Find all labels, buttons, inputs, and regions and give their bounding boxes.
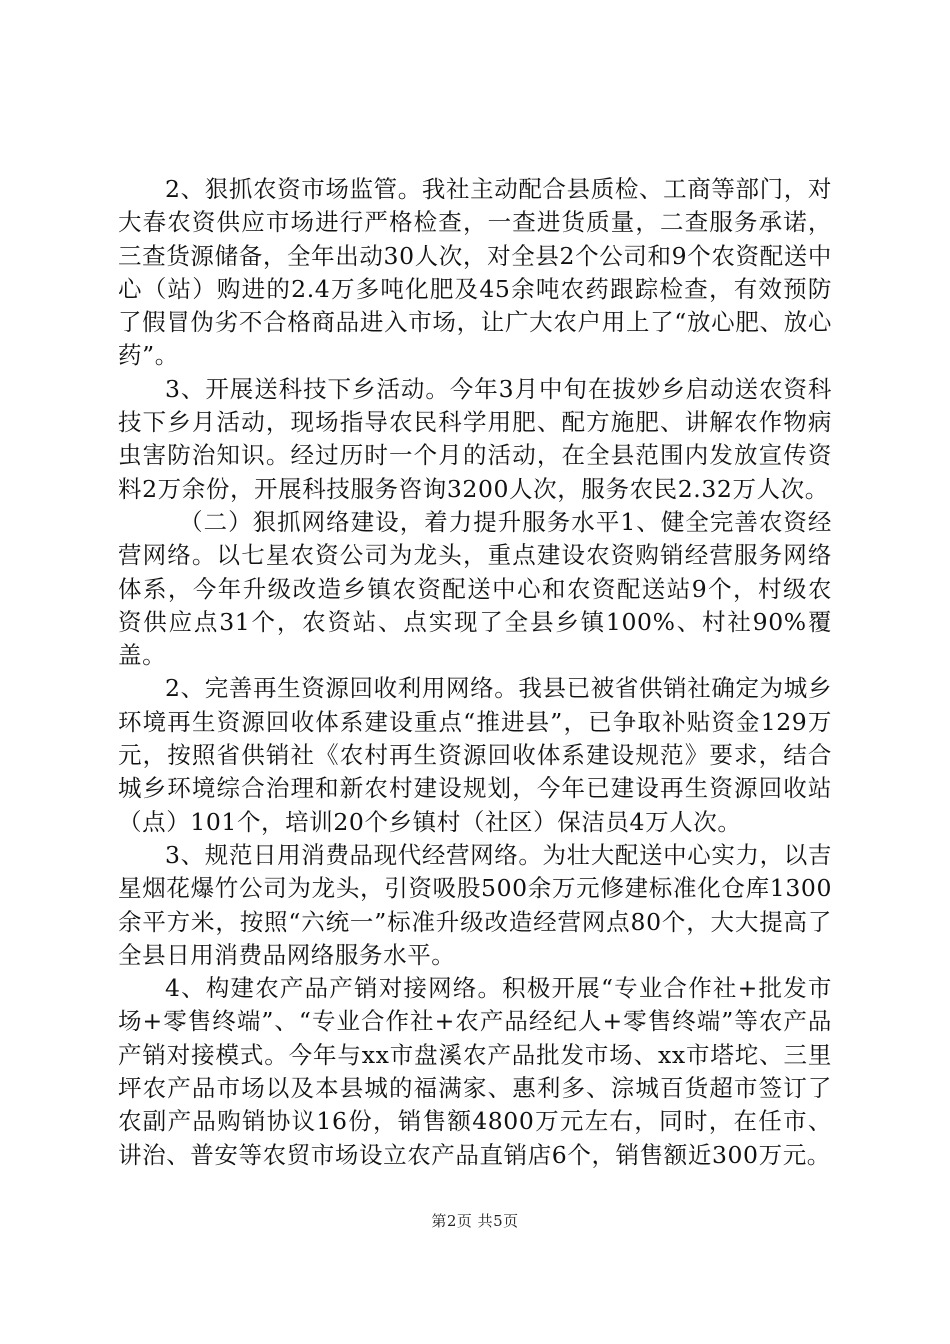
page-number-footer: 第2页 共5页: [431, 1212, 519, 1230]
paragraph-consumer-goods-network: 3、规范日用消费品现代经营网络。为壮大配送中心实力，以吉星烟花爆竹公司为龙头，引资吸股500余万元修建标准化仓库1300余平方米，按照“六统一”标准升级改造经营网点80个，大大提高了全县日用消费品网络服务水平。: [118, 840, 832, 969]
paragraph-recycling-network: 2、完善再生资源回收利用网络。我县已被省供销社确定为城乡环境再生资源回收体系建设重点“推进县”，已争取补贴资金129万元，按照省供销社《农村再生资源回收体系建设规范》要求，结合城乡环境综合治理和新农村建设规划，今年已建设再生资源回收站（点）101个，培训20个乡镇村（社区）保洁员4万人次。: [118, 674, 832, 836]
paragraph-network-building: （二）狠抓网络建设，着力提升服务水平1、健全完善农资经营网络。以七星农资公司为龙头，重点建设农资购销经营服务网络体系，今年升级改造乡镇农资配送中心和农资配送站9个，村级农资供应点31个，农资站、点实现了全县乡镇100%、村社90%覆盖。: [118, 507, 832, 670]
paragraph-tech-to-countryside: 3、开展送科技下乡活动。今年3月中旬在拔妙乡启动送农资科技下乡月活动，现场指导农民科学用肥、配方施肥、讲解农作物病虫害防治知识。经过历时一个月的活动，在全县范围内发放宣传资料2万余份，开展科技服务咨询3200人次，服务农民2.32万人次。: [118, 374, 832, 503]
paragraph-produce-marketing-network: 4、构建农产品产销对接网络。积极开展“专业合作社+批发市场+零售终端”、“专业合作社+农产品经纪人+零售终端”等农产品产销对接模式。今年与xx市盘溪农产品批发市场、xx市塔坨、三里坪农产品市场以及本县城的福满家、惠利多、淙城百货超市签订了农副产品购销协议16份，销售额4800万元左右，同时，在任市、讲治、普安等农贸市场设立农产品直销店6个，销售额近300万元。: [118, 974, 832, 1169]
paragraph-market-supervision: 2、狠抓农资市场监管。我社主动配合县质检、工商等部门，对大春农资供应市场进行严格检查，一查进货质量，二查服务承诺，三查货源储备，全年出动30人次，对全县2个公司和9个农资配送中心（站）购进的2.4万多吨化肥及45余吨农药跟踪检查，有效预防了假冒伪劣不合格商品进入市场，让广大农户用上了“放心肥、放心药”。: [118, 175, 832, 370]
document-body: [118, 173, 832, 1172]
